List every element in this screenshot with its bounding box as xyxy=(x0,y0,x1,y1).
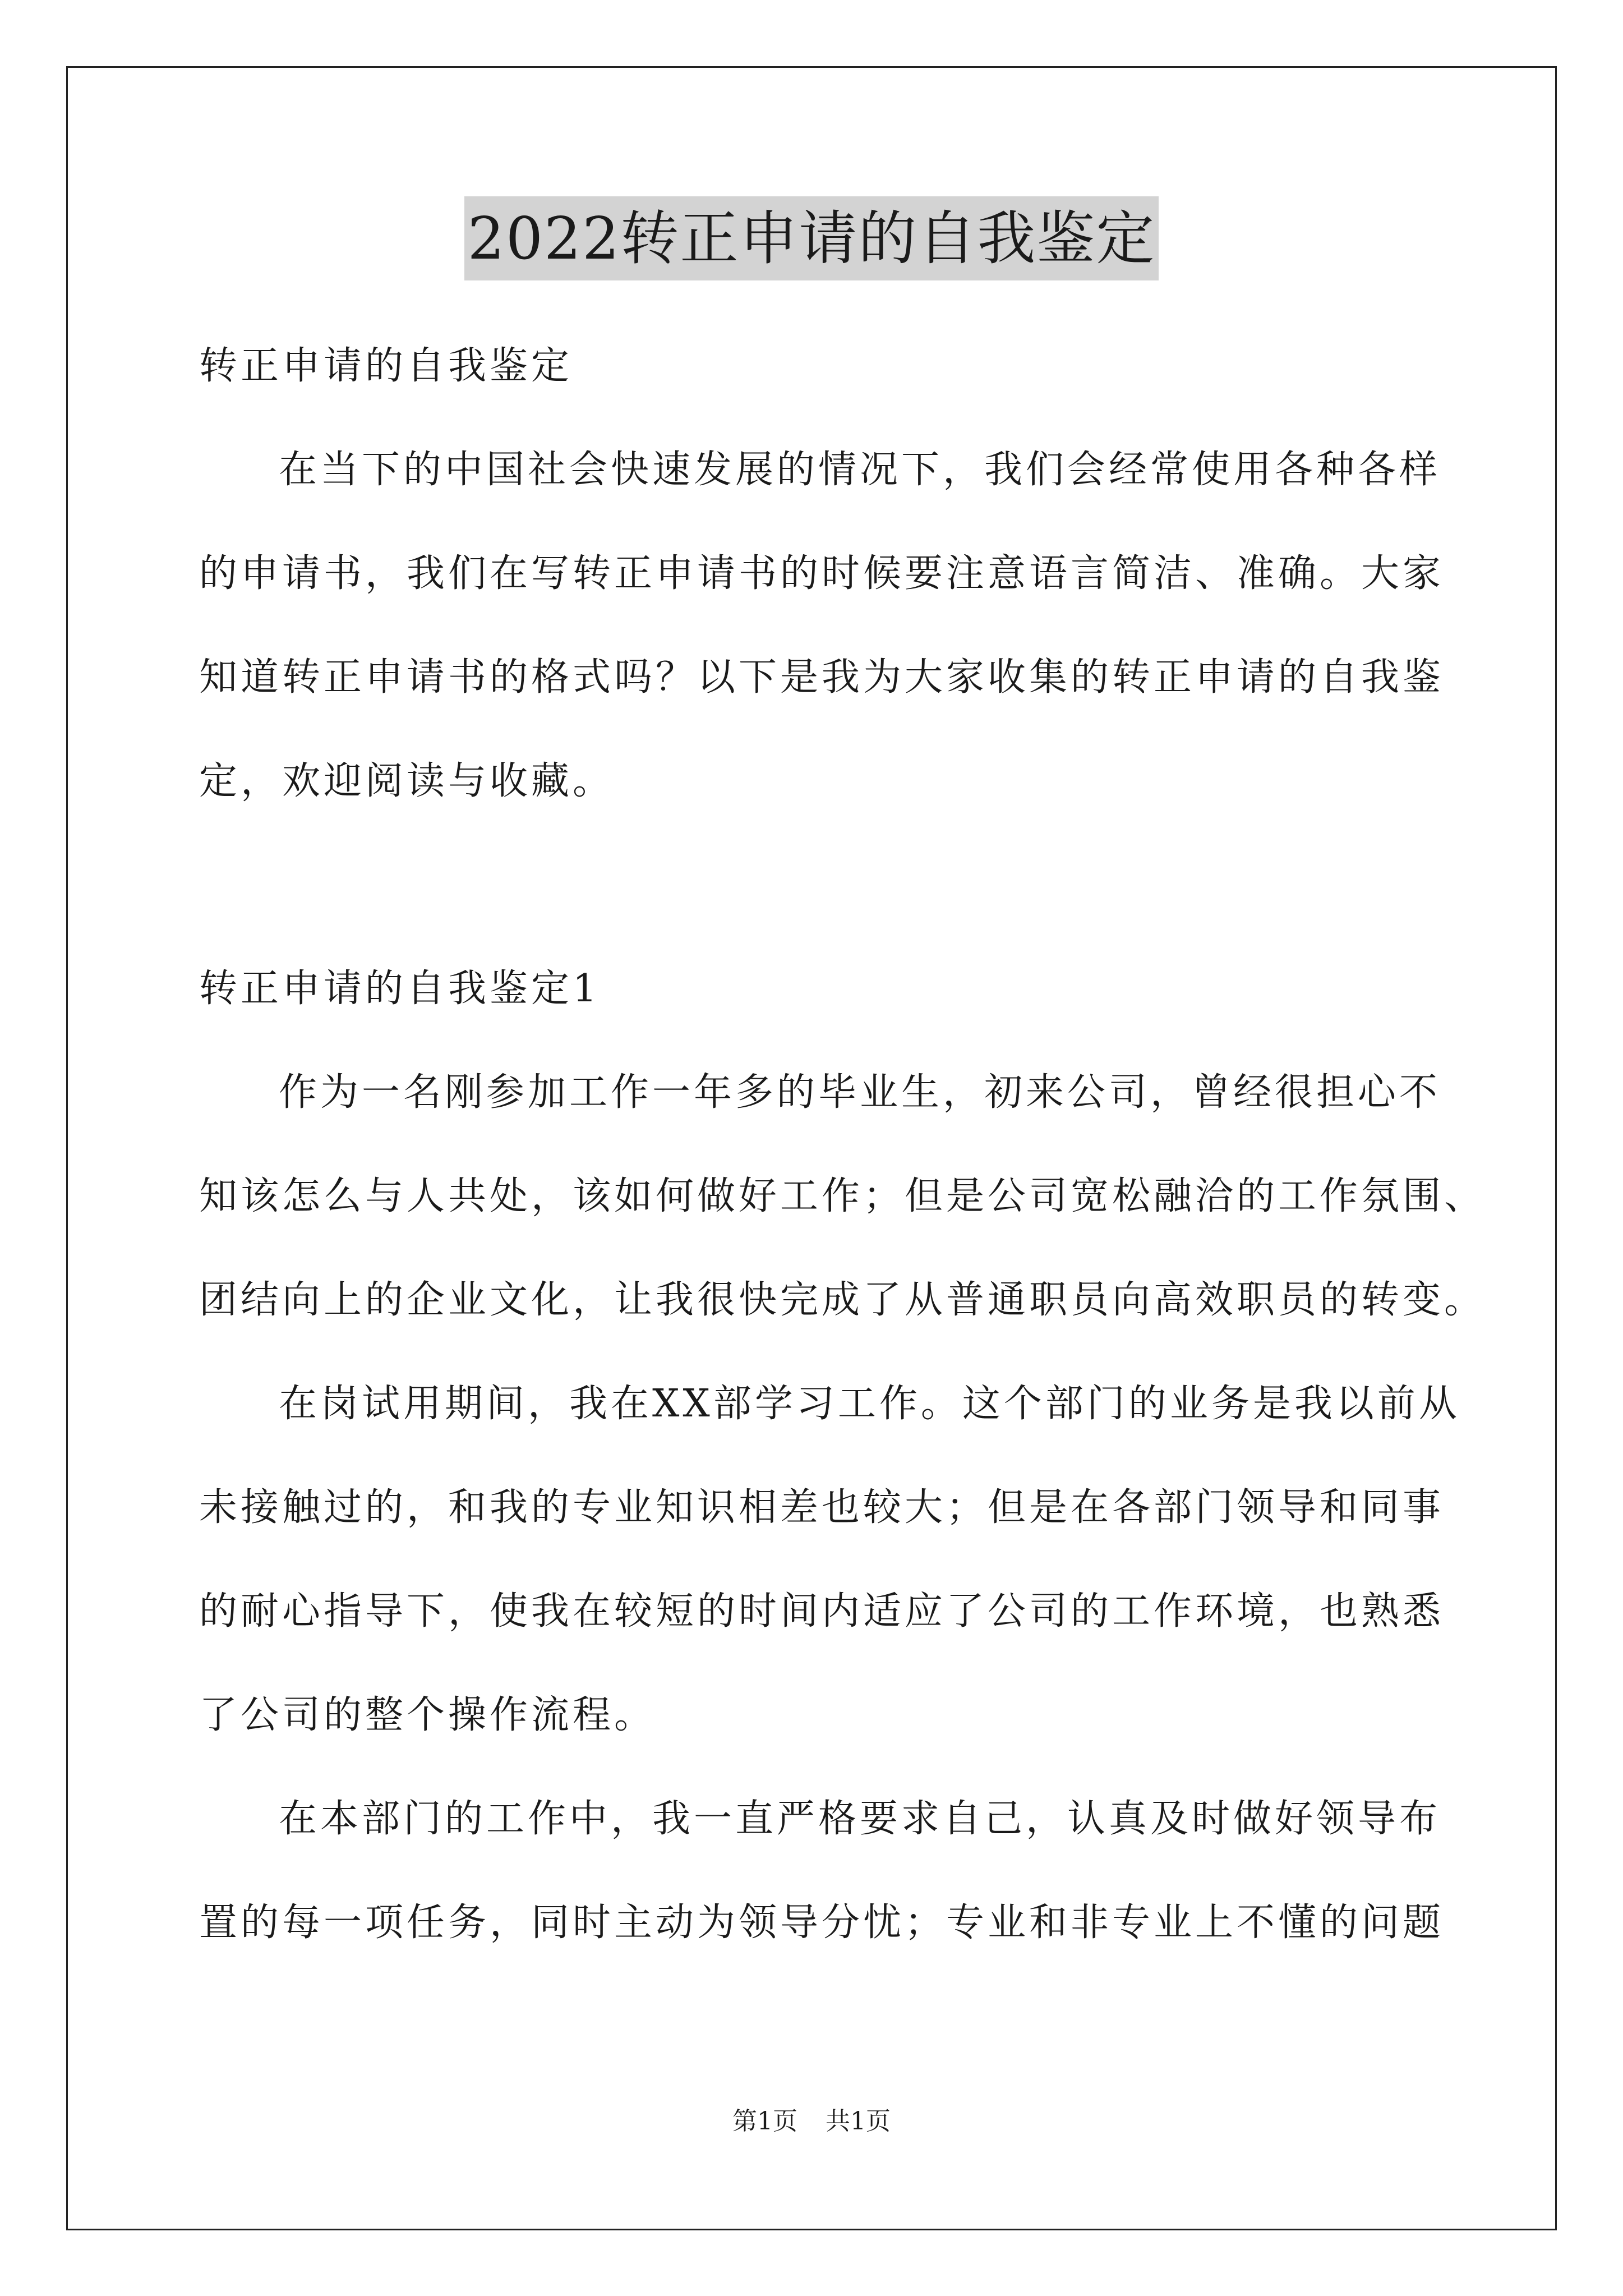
paragraph-line: 团结向上的企业文化，让我很快完成了从普通职员向高效职员的转变。 xyxy=(199,1278,1486,1322)
paragraph-line: 在当下的中国社会快速发展的情况下，我们会经常使用各种各样 xyxy=(279,448,1441,492)
section-heading: 转正申请的自我鉴定 xyxy=(199,344,573,388)
document-body xyxy=(199,314,1486,1975)
page-total: 共1页 xyxy=(826,2107,891,2136)
paragraph-line: 定，欢迎阅读与收藏。 xyxy=(199,759,615,803)
paragraph-line: 知道转正申请书的格式吗？以下是我为大家收集的转正申请的自我鉴 xyxy=(199,655,1445,700)
paragraph-line: 作为一名刚参加工作一年多的毕业生，初来公司，曾经很担心不 xyxy=(279,1070,1441,1115)
paragraph-gap xyxy=(199,833,1433,937)
document-title: 2022转正申请的自我鉴定 xyxy=(464,196,1159,280)
page-number: 第1页 xyxy=(732,2107,797,2136)
title-container xyxy=(0,196,1623,280)
paragraph-line: 的耐心指导下，使我在较短的时间内适应了公司的工作环境，也熟悉 xyxy=(199,1589,1445,1634)
paragraph-line: 在本部门的工作中，我一直严格要求自己，认真及时做好领导布 xyxy=(279,1797,1441,1841)
paragraph-line: 知该怎么与人共处，该如何做好工作；但是公司宽松融洽的工作氛围、 xyxy=(199,1174,1486,1218)
paragraph-line: 的申请书，我们在写转正申请书的时候要注意语言简洁、准确。大家 xyxy=(199,551,1445,596)
section-heading: 转正申请的自我鉴定1 xyxy=(199,967,601,1011)
paragraph-line: 未接触过的，和我的专业知识相差也较大；但是在各部门领导和同事 xyxy=(199,1485,1445,1530)
paragraph-line: 置的每一项任务，同时主动为领导分忧；专业和非专业上不懂的问题 xyxy=(199,1901,1445,1945)
paragraph-line: 了公司的整个操作流程。 xyxy=(199,1693,656,1737)
page-footer xyxy=(0,2101,1623,2137)
paragraph-line: 在岗试用期间，我在XX部学习工作。这个部门的业务是我以前从 xyxy=(279,1382,1460,1426)
